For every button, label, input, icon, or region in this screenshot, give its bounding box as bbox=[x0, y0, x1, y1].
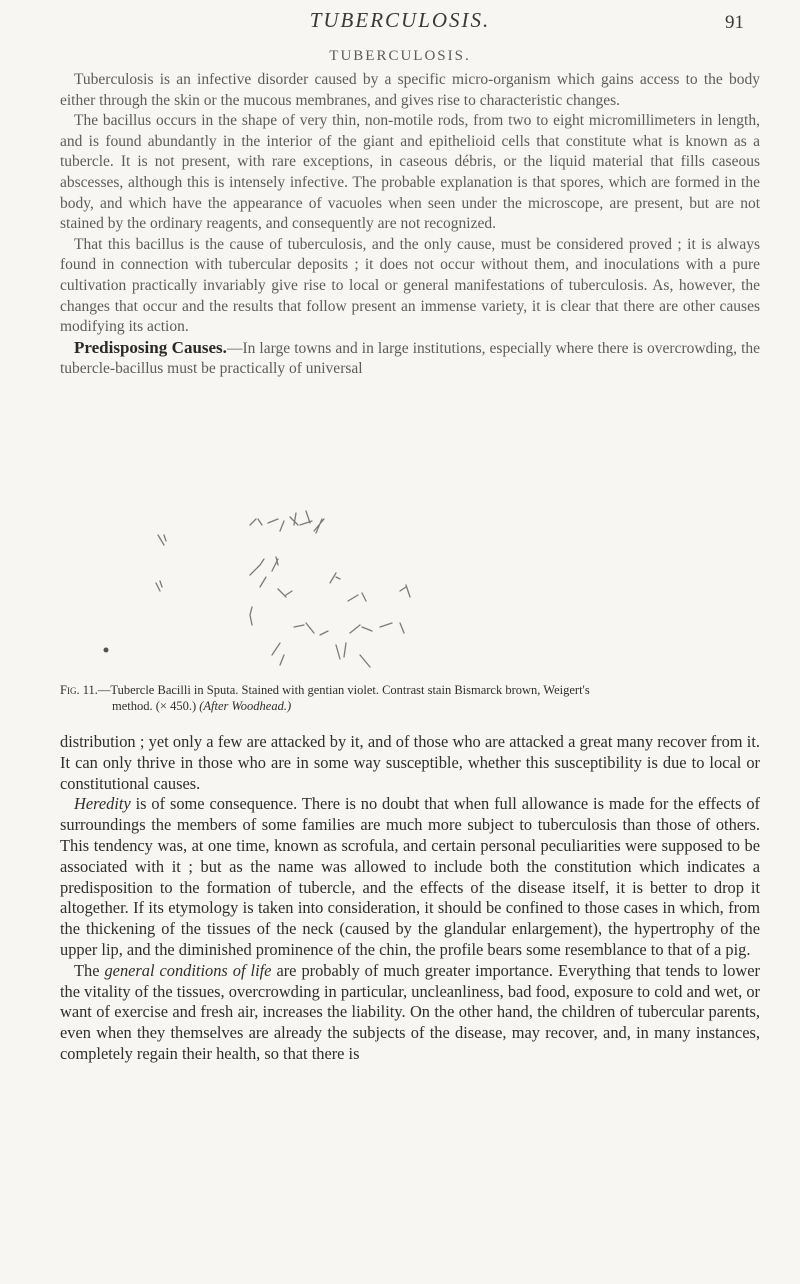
bacillus-center bbox=[278, 589, 292, 597]
bacillus-center-right bbox=[348, 593, 366, 601]
bacilli-illustration bbox=[100, 505, 560, 680]
caption-credit: (After Woodhead.) bbox=[199, 699, 292, 713]
page-number: 91 bbox=[725, 12, 744, 33]
general-prefix: The bbox=[74, 960, 105, 980]
body-text-upper bbox=[60, 70, 760, 380]
paragraph-bacillus: The bacillus occurs in the shape of very thin, non-motile rods, from two to eight micromillimeters in length, and is found abundantly in the interior of the giant and epithelioid cells that constitute what is known as a tubercle. It is not present, with rare exceptions, in caseous débris, or the liquid material that fills caseous abscesses, although this is intensely infective. The probable explanation is that spores, which are formed in the body, and which have the appearance of vacuoles when seen under the microscope, are present, but are not stained by the ordinary reagents, and consequently are not recognized. bbox=[60, 112, 760, 233]
figure-tubercle-bacilli bbox=[100, 505, 560, 680]
caption-cont: method. (× 450.) bbox=[112, 699, 197, 713]
bacilli-cluster-lower bbox=[294, 623, 328, 635]
body-text-lower bbox=[60, 732, 760, 1065]
bacillus-left-top bbox=[158, 535, 166, 545]
predisposing-heading: Predisposing Causes. bbox=[74, 337, 227, 357]
bacilli-cluster-top-right bbox=[294, 511, 324, 533]
bacillus-right bbox=[400, 585, 410, 597]
caption-label: Fig. 11. bbox=[60, 683, 98, 697]
figure-caption bbox=[60, 682, 760, 714]
stain-dot bbox=[104, 648, 109, 653]
caption-text: —Tubercle Bacilli in Sputa. Stained with gentian violet. Contrast stain Bismarck brown, Weigert's bbox=[97, 683, 590, 697]
bacilli-cluster-middle bbox=[250, 557, 278, 587]
bacillus-bottom-center bbox=[336, 643, 346, 659]
general-conditions-text: are probably of much greater importance. Everything that tends to lower the vitality of the tissues, overcrowding in particular, uncleanliness, bad food, exposure to cold and wet, or want of exercise and fresh air, increases the liability. On the other hand, the children of tubercular parents, even when they themselves are already the subjects of the disease, may recover, and, in many instances, completely regain their health, so that there is bbox=[60, 960, 760, 1063]
bacillus-middle-right bbox=[330, 573, 340, 583]
bacillus-bottom bbox=[272, 643, 284, 665]
caption-continuation bbox=[60, 698, 760, 714]
paragraph-general-conditions bbox=[60, 961, 760, 1065]
heredity-term: Heredity bbox=[74, 794, 131, 814]
bacilli-cluster-top bbox=[250, 517, 312, 531]
heredity-text: is of some consequence. There is no doubt that when full allowance is made for the effects of surroundings the members of some families are much more subject to tuberculosis than those of others. This tendency was, at one time, known as scrofula, and certain personal peculiarities were supposed to be associated with it ; but as the name was allowed to include both the constitution which indicates a predisposition to the formation of tubercle, and the effects of the disease itself, it is better to drop it altogether. If its etymology is taken into consideration, it should be confined to those cases in which, from the thickening of the tissues of the neck (caused by the glandular enlargement), the hypertrophy of the upper lip, and the diminished prominence of the chin, the profile bears some resemblance to that of a pig. bbox=[60, 794, 760, 959]
paragraph-heredity bbox=[60, 794, 760, 960]
running-title: TUBERCULOSIS. bbox=[309, 8, 491, 32]
paragraph-definition: Tuberculosis is an infective disorder caused by a specific micro-organism which gains access to the body either through the skin or the mucous membranes, and gives rise to characteristic changes. bbox=[60, 71, 760, 109]
general-conditions-term: general conditions of life bbox=[104, 960, 272, 980]
bacillus-left-middle bbox=[156, 581, 162, 591]
bacilli-chain-lower-right bbox=[350, 623, 404, 633]
running-head bbox=[0, 6, 800, 46]
predisposing-text: —In large towns and in large institutions, especially where there is overcrowding, the tubercle-bacillus must be practically of universal bbox=[60, 339, 760, 378]
bacillus-lower-left bbox=[250, 607, 252, 625]
paragraph-distribution: distribution ; yet only a few are attacked by it, and of those who are attacked a great many recover from it. It can only thrive in those who are in some way susceptible, whether this susceptibility is due to local or constitutional causes. bbox=[60, 732, 760, 793]
paragraph-predisposing bbox=[60, 338, 760, 380]
bacillus-bottom-right bbox=[360, 655, 370, 667]
paragraph-cause: That this bacillus is the cause of tuberculosis, and the only cause, must be considered proved ; it is always found in connection with tubercular deposits ; it does not occur without them, and inoculations with a pure cultivation practically invariably give rise to local or general manifestations of tuberculosis. As, however, the changes that occur and the results that follow present an immense variety, it is clear that there are other causes modifying its action. bbox=[60, 235, 760, 336]
section-title: TUBERCULOSIS. bbox=[329, 48, 471, 64]
